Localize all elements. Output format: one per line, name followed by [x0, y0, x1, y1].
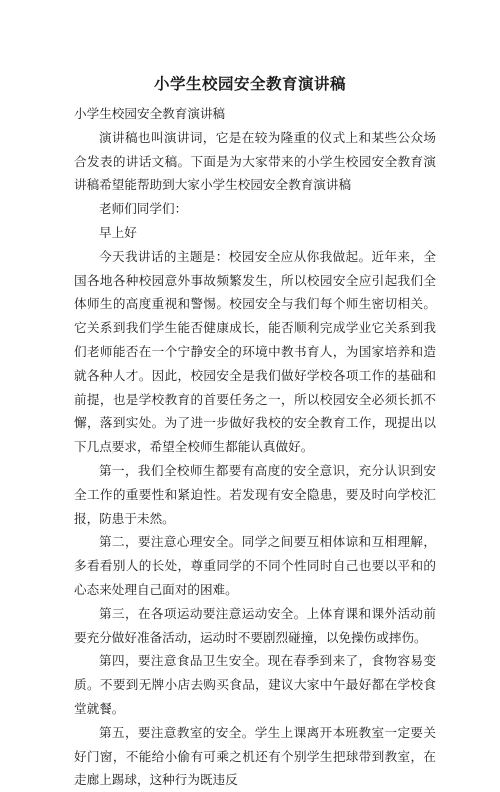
document-paragraph: 今天我讲话的主题是：校园安全应从你我做起。近年来，全国各地各种校园意外事故频繁发生，所以校园安全应引起我们全体师生的高度重视和警惕。校园安全与我们每个师生密切相关。它关系到我们学生能否健康成长，能否顺利完成学业它关系到我们老师能否在一个宁静安全的环境中教书育人，为国家培养和造就各种人才。因此，校园安全是我们做好学校各项工作的基础和前提，也是学校教育的首要任务之一，所以校园安全必须长抓不懈，落到实处。为了进一步做好我校的安全教育工作，现提出以下几点要求，希望全校师生都能认真做好。	[74, 248, 436, 455]
document-paragraph: 演讲稿也叫演讲词，它是在较为隆重的仪式上和某些公众场合发表的讲话文稿。下面是为大家带来的小学生校园安全教育演讲稿希望能帮助到大家小学生校园安全教育演讲稿	[74, 129, 436, 193]
document-paragraph: 第一，我们全校师生都要有高度的安全意识，充分认识到安全工作的重要性和紧迫性。若发现有安全隐患，要及时向学校汇报，防患于未然。	[74, 462, 436, 526]
document-paragraph: 早上好	[99, 224, 137, 240]
document-paragraph: 第三，在各项运动要注意运动安全。上体育课和课外活动前要充分做好准备活动，运动时不要剧烈碰撞，以免操伤或摔伤。	[74, 605, 436, 645]
document-paragraph: 老师们同学们：	[99, 201, 188, 217]
document-paragraph: 第五，要注意教室的安全。学生上课离开本班教室一定要关好门窗，不能给小偷有可乘之机还有个别学生把球带到教室，在走廊上踢球，这种行为既违反	[74, 724, 436, 788]
document-title: 小学生校园安全教育演讲稿	[153, 74, 346, 93]
document-body	[74, 102, 436, 792]
document-subtitle: 小学生校园安全教育演讲稿	[74, 106, 226, 121]
document-paragraph: 第四，要注意食品卫生安全。现在春季到来了，食物容易变质。不要到无牌小店去购买食品，建议大家中午最好都在学校食堂就餐。	[74, 653, 436, 716]
document-paragraph: 第二，要注意心理安全。同学之间要互相体谅和互相理解，多看看别人的长处，尊重同学的不同个性同时自己也要以平和的心态来处理自己面对的困难。	[74, 534, 436, 597]
